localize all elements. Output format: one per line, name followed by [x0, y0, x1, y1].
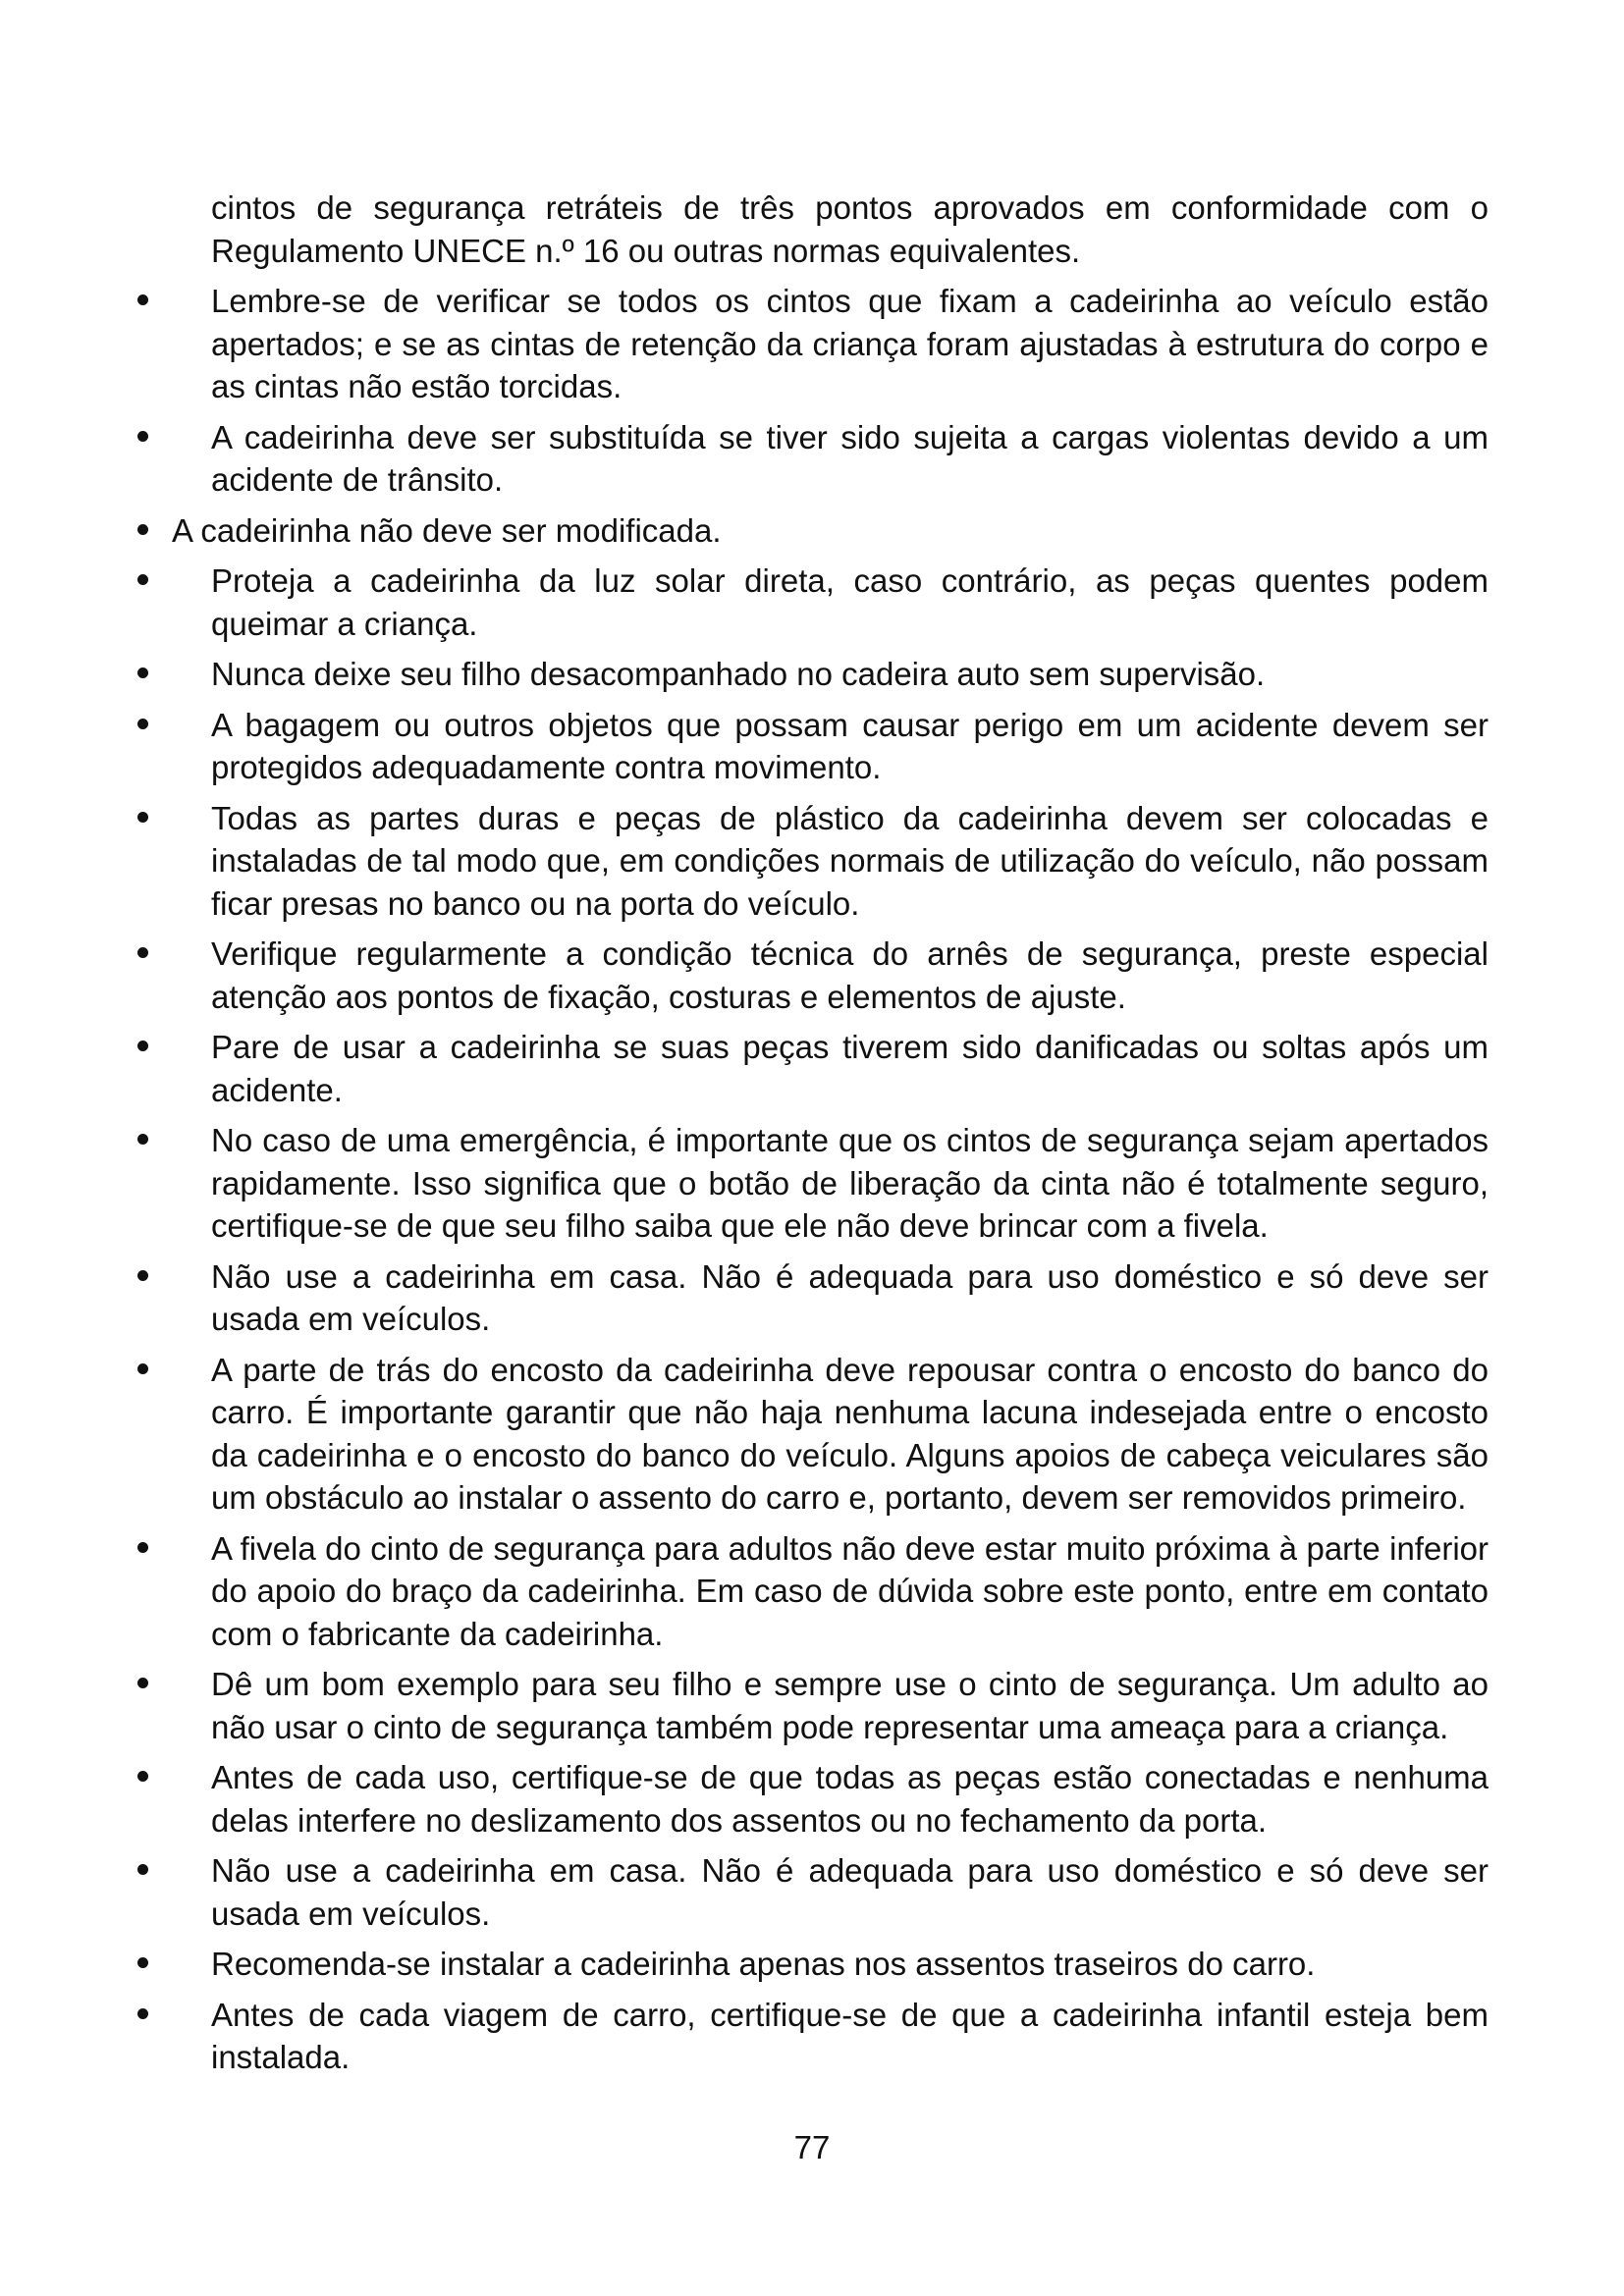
list-item-text: Não use a cadeirinha em casa. Não é adequada para uso doméstico e só deve ser usada em veículos. — [211, 1257, 1489, 1337]
bullet-icon — [137, 1771, 148, 1782]
bullet-icon — [137, 574, 148, 585]
list-item — [137, 509, 1489, 553]
list-item — [137, 704, 1489, 789]
bullet-icon — [137, 947, 148, 958]
list-item-text: Todas as partes duras e peças de plástico da cadeirinha devem ser colocadas e instaladas de tal modo que, em condições normais de utilização do veículo, não possam ficar presas no banco ou na porta do veículo. — [211, 799, 1489, 922]
list-item — [137, 653, 1489, 696]
list-item-text: A cadeirinha não deve ser modificada. — [172, 511, 722, 549]
list-item-text: No caso de uma emergência, é importante que os cintos de segurança sejam apertados rapidamente. Isso significa que o botão de liberação da cinta não é totalmente seguro, certifique-se de que seu filho saiba que ele não deve brincar com a fivela. — [211, 1122, 1489, 1244]
list-item-text: Recomenda-se instalar a cadeirinha apenas nos assentos traseiros do carro. — [211, 1946, 1316, 1982]
bullet-icon — [137, 1678, 148, 1688]
bullet-icon — [137, 812, 148, 823]
list-item — [137, 797, 1489, 926]
list-item-text: Nunca deixe seu filho desacompanhado no cadeira auto sem supervisão. — [211, 656, 1266, 692]
bullet-icon — [137, 1041, 148, 1051]
bullet-icon — [137, 667, 148, 678]
list-item — [137, 1349, 1489, 1520]
list-item-text: Lembre-se de verificar se todos os cintos que fixam a cadeirinha ao veículo estão apertados; e se as cintas de retenção da criança foram ajustadas à estrutura do corpo e as cintas não estão torcidas. — [211, 283, 1489, 404]
safety-bullet-list — [137, 280, 1489, 2079]
list-item — [137, 1119, 1489, 1248]
bullet-icon — [137, 719, 148, 729]
list-item — [137, 1943, 1489, 1986]
list-item — [137, 416, 1489, 502]
list-item-text: Proteja a cadeirinha da luz solar direta, caso contrário, as peças quentes podem queimar a criança. — [211, 562, 1489, 642]
bullet-icon — [137, 1957, 148, 1968]
bullet-icon — [137, 431, 148, 442]
bullet-icon — [137, 1864, 148, 1875]
list-item — [137, 1756, 1489, 1842]
list-item-text: Verifique regularmente a condição técnica do arnês de segurança, preste especial atenção aos pontos de fixação, costuras e elementos de ajuste. — [211, 935, 1489, 1015]
page-number: 77 — [793, 2129, 831, 2165]
continuation-paragraph: cintos de segurança retráteis de três pontos aprovados em conformidade com o Regulamento UNECE n.º 16 ou outras normas equivalentes. — [211, 189, 1489, 269]
bullet-icon — [137, 1363, 148, 1374]
list-item — [137, 280, 1489, 408]
list-item-text: A parte de trás do encosto da cadeirinha deve repousar contra o encosto do banco do carro. É importante garantir que não haja nenhuma lacuna indesejada entre o encosto da cadeirinha e o encosto do banco do veículo. Alguns apoios de cabeça veiculares são um obstáculo ao instalar o assento do carro e, portanto, devem ser removidos primeiro. — [211, 1351, 1489, 1516]
list-item-text: Pare de usar a cadeirinha se suas peças tiverem sido danificadas ou soltas após um acidente. — [211, 1029, 1489, 1108]
list-item-text: Dê um bom exemplo para seu filho e sempre use o cinto de segurança. Um adulto ao não usar o cinto de segurança também pode representar uma ameaça para a criança. — [211, 1666, 1489, 1745]
bullet-icon — [137, 1270, 148, 1281]
list-item-text: A fivela do cinto de segurança para adultos não deve estar muito próxima à parte inferior do apoio do braço da cadeirinha. Em caso de dúvida sobre este ponto, entre em contato com o fabricante da cadeirinha. — [211, 1529, 1489, 1652]
bullet-icon — [137, 1542, 148, 1553]
bullet-icon — [137, 1134, 148, 1145]
list-item-text: A cadeirinha deve ser substituída se tiver sido sujeita a cargas violentas devido a um acidente de trânsito. — [211, 418, 1489, 498]
page-content — [137, 187, 1489, 2087]
list-item-text: A bagagem ou outros objetos que possam causar perigo em um acidente devem ser protegidos adequadamente contra movimento. — [211, 706, 1489, 785]
list-item — [137, 1663, 1489, 1748]
list-item-text: Antes de cada viagem de carro, certifique-se de que a cadeirinha infantil esteja bem instalada. — [211, 1996, 1489, 2075]
list-item — [137, 1994, 1489, 2079]
list-item-text: Antes de cada uso, certifique-se de que todas as peças estão conectadas e nenhuma delas interfere no deslizamento dos assentos ou no fechamento da porta. — [211, 1759, 1489, 1839]
list-item — [137, 933, 1489, 1018]
list-item — [137, 1026, 1489, 1111]
bullet-icon — [137, 524, 148, 535]
bullet-icon — [137, 2008, 148, 2019]
list-item — [137, 560, 1489, 645]
list-item-text: Não use a cadeirinha em casa. Não é adequada para uso doméstico e só deve ser usada em veículos. — [211, 1852, 1489, 1932]
list-item — [137, 1255, 1489, 1341]
list-item — [137, 1849, 1489, 1935]
list-item — [137, 1527, 1489, 1656]
bullet-icon — [137, 294, 148, 305]
